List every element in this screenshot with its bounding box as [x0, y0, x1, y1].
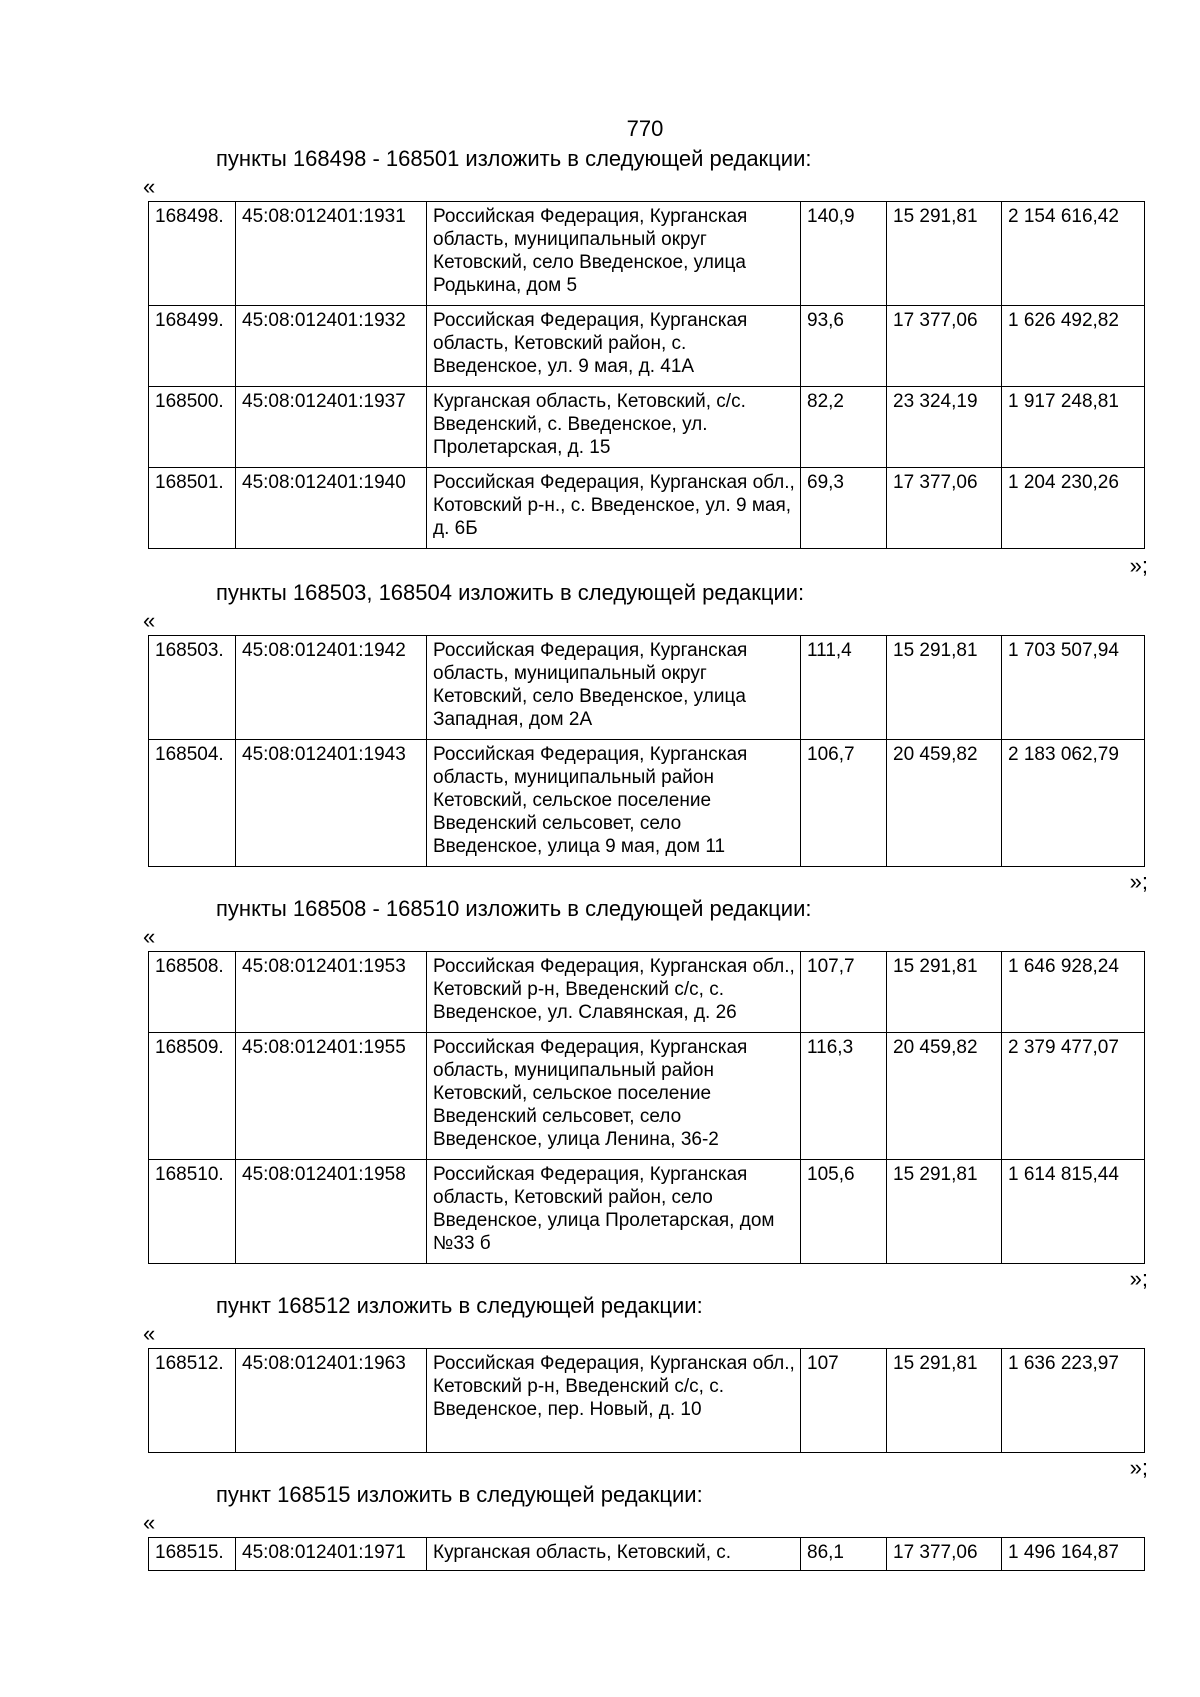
area: 106,7: [801, 740, 887, 867]
address: Российская Федерация, Курганская область, Кетовский район, с. Введенское, ул. 9 мая, д. 41А: [427, 306, 801, 387]
area: 93,6: [801, 306, 887, 387]
table-row: [149, 952, 1145, 1033]
total-value: 1 917 248,81: [1002, 387, 1145, 468]
unit-price: 15 291,81: [887, 636, 1002, 740]
item-number: 168509.: [149, 1033, 236, 1160]
item-number: 168515.: [149, 1538, 236, 1571]
table-row: [149, 1033, 1145, 1160]
item-number: 168498.: [149, 202, 236, 306]
total-value: 1 703 507,94: [1002, 636, 1145, 740]
item-number: 168512.: [149, 1349, 236, 1453]
address: Российская Федерация, Курганская область, муниципальный район Кетовский, сельское поселение Введенский сельсовет, село Введенское, улица Ленина, 36-2: [427, 1033, 801, 1160]
address: Российская Федерация, Курганская область, муниципальный район Кетовский, сельское поселение Введенский сельсовет, село Введенское, улица 9 мая, дом 11: [427, 740, 801, 867]
address: Российская Федерация, Курганская обл., Котовский р-н., с. Введенское, ул. 9 мая, д. 6Б: [427, 468, 801, 549]
cadastral-number: 45:08:012401:1940: [236, 468, 427, 549]
open-quote: «: [143, 1321, 156, 1346]
area: 69,3: [801, 468, 887, 549]
area: 107,7: [801, 952, 887, 1033]
cadastral-number: 45:08:012401:1932: [236, 306, 427, 387]
unit-price: 15 291,81: [887, 1349, 1002, 1453]
section-heading: пункты 168498 - 168501 изложить в следующей редакции:: [216, 146, 812, 171]
cadastral-number: 45:08:012401:1953: [236, 952, 427, 1033]
cadastral-number: 45:08:012401:1937: [236, 387, 427, 468]
cadastral-number: 45:08:012401:1971: [236, 1538, 427, 1571]
unit-price: 17 377,06: [887, 468, 1002, 549]
open-quote: «: [143, 174, 156, 199]
open-quote: «: [143, 608, 156, 633]
cadastral-number: 45:08:012401:1942: [236, 636, 427, 740]
item-number: 168499.: [149, 306, 236, 387]
item-number: 168510.: [149, 1160, 236, 1264]
open-quote: «: [143, 924, 156, 949]
registry-table: [148, 1348, 1145, 1453]
table-row: [149, 1349, 1145, 1453]
cadastral-number: 45:08:012401:1931: [236, 202, 427, 306]
section-heading: пункт 168515 изложить в следующей редакции:: [216, 1482, 703, 1507]
area: 86,1: [801, 1538, 887, 1571]
page-number: 770: [626, 116, 664, 141]
table-row: [149, 387, 1145, 468]
registry-table: [148, 635, 1145, 867]
area: 82,2: [801, 387, 887, 468]
item-number: 168503.: [149, 636, 236, 740]
unit-price: 23 324,19: [887, 387, 1002, 468]
table-row: [149, 1160, 1145, 1264]
address: Курганская область, Кетовский, с.: [427, 1538, 801, 1571]
total-value: 1 646 928,24: [1002, 952, 1145, 1033]
total-value: 1 496 164,87: [1002, 1538, 1145, 1571]
close-quote: »;: [1129, 1455, 1148, 1480]
area: 116,3: [801, 1033, 887, 1160]
item-number: 168501.: [149, 468, 236, 549]
table-row: [149, 468, 1145, 549]
total-value: 1 614 815,44: [1002, 1160, 1145, 1264]
table-row: [149, 636, 1145, 740]
table-row: [149, 202, 1145, 306]
area: 140,9: [801, 202, 887, 306]
registry-table: [148, 1537, 1145, 1571]
address: Курганская область, Кетовский, с/с. Введенский, с. Введенское, ул. Пролетарская, д. 15: [427, 387, 801, 468]
address: Российская Федерация, Курганская область, муниципальный округ Кетовский, село Введенское, улица Западная, дом 2А: [427, 636, 801, 740]
table-row: [149, 306, 1145, 387]
cadastral-number: 45:08:012401:1958: [236, 1160, 427, 1264]
total-value: 2 154 616,42: [1002, 202, 1145, 306]
area: 105,6: [801, 1160, 887, 1264]
total-value: 1 204 230,26: [1002, 468, 1145, 549]
total-value: 2 379 477,07: [1002, 1033, 1145, 1160]
item-number: 168508.: [149, 952, 236, 1033]
area: 111,4: [801, 636, 887, 740]
item-number: 168500.: [149, 387, 236, 468]
item-number: 168504.: [149, 740, 236, 867]
address: Российская Федерация, Курганская обл., Кетовский р-н, Введенский с/с, с. Введенское, пер. Новый, д. 10: [427, 1349, 801, 1453]
total-value: 1 636 223,97: [1002, 1349, 1145, 1453]
close-quote: »;: [1129, 1266, 1148, 1291]
close-quote: »;: [1129, 553, 1148, 578]
registry-table: [148, 201, 1145, 549]
unit-price: 15 291,81: [887, 202, 1002, 306]
table-row: [149, 1538, 1145, 1571]
close-quote: »;: [1129, 869, 1148, 894]
table-row: [149, 740, 1145, 867]
unit-price: 20 459,82: [887, 740, 1002, 867]
total-value: 2 183 062,79: [1002, 740, 1145, 867]
registry-table: [148, 951, 1145, 1264]
cadastral-number: 45:08:012401:1943: [236, 740, 427, 867]
section-heading: пункты 168503, 168504 изложить в следующей редакции:: [216, 580, 805, 605]
unit-price: 17 377,06: [887, 306, 1002, 387]
unit-price: 17 377,06: [887, 1538, 1002, 1571]
area: 107: [801, 1349, 887, 1453]
cadastral-number: 45:08:012401:1955: [236, 1033, 427, 1160]
address: Российская Федерация, Курганская область, Кетовский район, село Введенское, улица Пролетарская, дом №33 б: [427, 1160, 801, 1264]
unit-price: 15 291,81: [887, 1160, 1002, 1264]
address: Российская Федерация, Курганская обл., Кетовский р-н, Введенский с/с, с. Введенское, ул. Славянская, д. 26: [427, 952, 801, 1033]
total-value: 1 626 492,82: [1002, 306, 1145, 387]
unit-price: 15 291,81: [887, 952, 1002, 1033]
address: Российская Федерация, Курганская область, муниципальный округ Кетовский, село Введенское, улица Родькина, дом 5: [427, 202, 801, 306]
section-heading: пункты 168508 - 168510 изложить в следующей редакции:: [216, 896, 812, 921]
unit-price: 20 459,82: [887, 1033, 1002, 1160]
cadastral-number: 45:08:012401:1963: [236, 1349, 427, 1453]
open-quote: «: [143, 1510, 156, 1535]
section-heading: пункт 168512 изложить в следующей редакции:: [216, 1293, 703, 1318]
